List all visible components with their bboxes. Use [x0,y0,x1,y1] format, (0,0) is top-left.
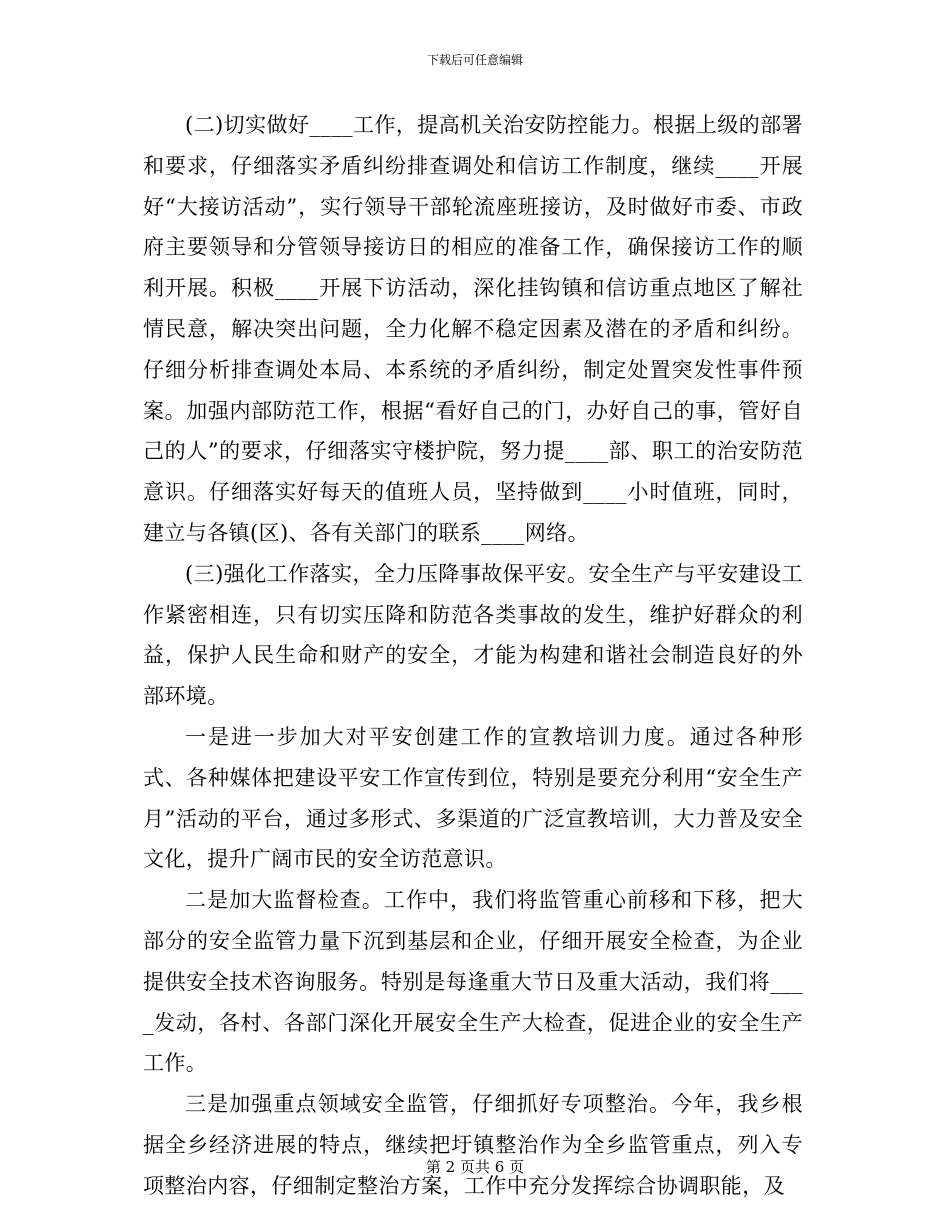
paragraph-accident-prevention: (三)强化工作落实，全力压降事故保平安。安全生产与平安建设工作紧密相连，只有切实压降和防范各类事故的发生，维护好群众的利益，保护人民生命和财产的安全，才能为构建和谐社会制造良好的外部环境。 [143,561,803,709]
document-body [143,105,803,1207]
paragraph-supervision: 二是加大监督检查。工作中，我们将监管重心前移和下移，把大部分的安全监管力量下沉到基层和企业，仔细开展安全检查，为企业提供安全技术咨询服务。特别是每逢重大节日及重大活动，我们将____发动，各村、各部门深化开展安全生产大检查，促进企业的安全生产工作。 [143,888,803,1076]
page-footer: 第 2 页共 6 页 [425,1158,525,1176]
paragraph-training: 一是进一步加大对平安创建工作的宣教培训力度。通过各种形式、各种媒体把建设平安工作宣传到位，特别是要充分利用“安全生产月”活动的平台，通过多形式、多渠道的广泛宣教培训，大力普及安全文化，提升广阔市民的安全访范意识。 [143,724,803,872]
paragraph-special-rectification: 三是加强重点领域安全监管，仔细抓好专项整治。今年，我乡根据全乡经济进展的特点，继续把圩镇整治作为全乡监管重点，列入专项整治内容，仔细制定整治方案，工作中充分发挥综合协调职能，及 [143,1092,803,1198]
page-header: 下载后可任意编辑 [426,53,523,67]
paragraph-security-work: (二)切实做好____工作，提高机关治安防控能力。根据上级的部署和要求，仔细落实矛盾纠纷排查调处和信访工作制度，继续____开展好“大接访活动”，实行领导干部轮流座班接访，及时做好市委、市政府主要领导和分管领导接访日的相应的准备工作，确保接访工作的顺利开展。积极____开展下访活动，深化挂钩镇和信访重点地区了解社情民意，解决突出问题，全力化解不稳定因素及潜在的矛盾和纠纷。仔细分析排查调处本局、本系统的矛盾纠纷，制定处置突发性事件预案。加强内部防范工作，根据“看好自己的门，办好自己的事，管好自己的人”的要求，仔细落实守楼护院，努力提____部、职工的治安防范意识。仔细落实好每天的值班人员，坚持做到____小时值班，同时，建立与各镇(区)、各有关部门的联系____网络。 [143,113,803,545]
